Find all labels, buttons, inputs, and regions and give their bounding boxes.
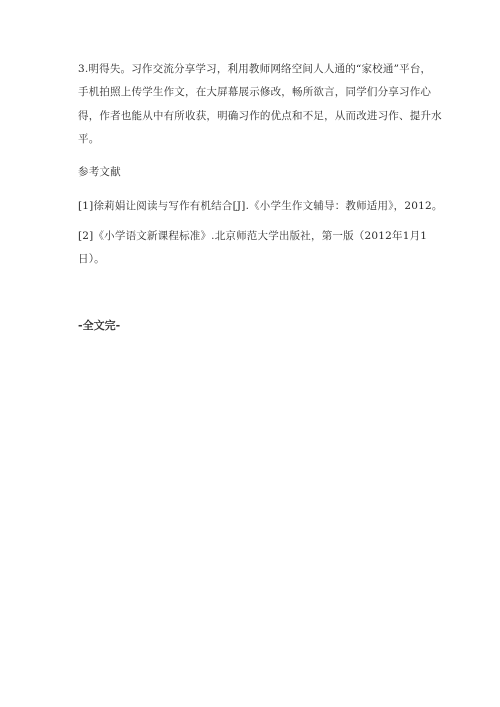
paragraph-line-1: 3.明得失。习作交流分享学习，利用教师网络空间人人通的“家校通”平台， [78,63,432,75]
paragraph-line-3: 得，作者也能从中有所收获，明确习作的优点和不足，从而改进习作、提升水 [78,110,442,122]
reference-item-2: [2]《小学语文新课程标准》.北京师范大学出版社，第一版（2012年1月1 [78,230,428,242]
end-of-document-mark: -全文完- [78,319,121,332]
paragraph-line-2: 手机拍照上传学生作文，在大屏幕展示修改，畅所欲言，同学们分享习作心 [78,86,432,98]
reference-item-2-continued: 日）。 [78,253,105,265]
reference-item-1: [1]徐莉娟让阅读与写作有机结合[J].《小学生作文辅导：教师适用》，2012。 [78,200,443,212]
paragraph-line-4: 平。 [78,133,100,145]
references-heading: 参考文献 [78,166,121,178]
